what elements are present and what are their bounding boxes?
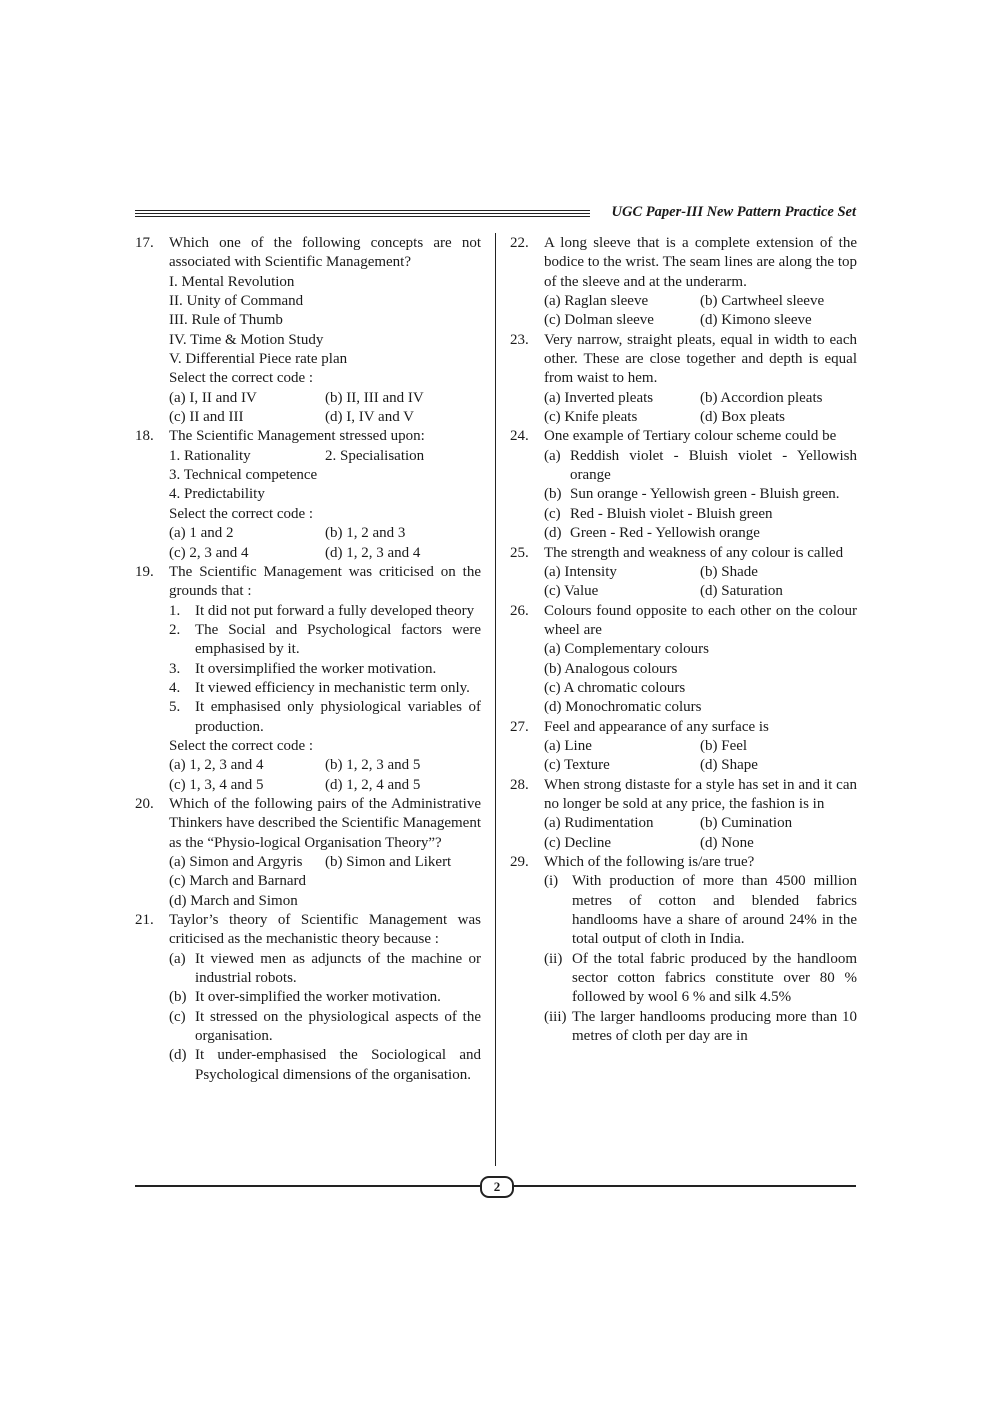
- point: [169, 950, 481, 989]
- option: (b) II, III and IV: [325, 389, 424, 406]
- option-row: [544, 834, 857, 853]
- option: (a) Simon and Argyris: [169, 854, 303, 870]
- page-number: 2: [480, 1176, 514, 1198]
- point-label: 3.: [169, 660, 181, 677]
- item: IV. Time & Motion Study: [169, 331, 324, 348]
- point-label: (d): [544, 525, 562, 542]
- point-label: (c): [169, 1008, 186, 1025]
- question-21: [135, 911, 481, 1085]
- option: (b) 1, 2 and 3: [325, 525, 406, 542]
- option: (a) Intensity: [544, 563, 617, 580]
- option-row: [169, 408, 481, 427]
- question-number: 21.: [135, 912, 154, 929]
- footer-rule-left: [135, 1185, 480, 1187]
- point: [544, 505, 857, 524]
- option-row: [544, 292, 857, 311]
- point-text: It oversimplified the worker motivation.: [195, 660, 437, 677]
- statement: [544, 1008, 857, 1047]
- point-text: The Social and Psychological factors were emphasised by it.: [195, 621, 481, 658]
- option-row: [169, 544, 481, 563]
- option: (b) 1, 2, 3 and 5: [325, 757, 421, 774]
- option: (b) Cumination: [700, 815, 793, 832]
- option: (a) Rudimentation: [544, 815, 654, 832]
- question-number: 24.: [510, 428, 529, 445]
- point-label: (d): [169, 1047, 187, 1064]
- option: (d) 1, 2, 4 and 5: [325, 776, 421, 793]
- point-text: Sun orange - Yellowish green - Bluish green.: [570, 486, 840, 503]
- option-row: [544, 389, 857, 408]
- option-row: [169, 524, 481, 543]
- question-body: [169, 795, 481, 911]
- question-body: [544, 234, 857, 331]
- option: (d) None: [700, 834, 754, 851]
- option: (b) Simon and Likert: [325, 854, 452, 870]
- option-row: [169, 756, 481, 775]
- question-20: [135, 795, 481, 911]
- point: [544, 447, 857, 486]
- point: [169, 1046, 481, 1085]
- option: (c) Knife pleats: [544, 409, 638, 426]
- point: [544, 485, 857, 504]
- header-rules: [135, 210, 590, 218]
- point-label: 1.: [169, 602, 181, 619]
- question-body: [544, 331, 857, 428]
- question-number: 27.: [510, 718, 529, 735]
- point: [169, 1008, 481, 1047]
- question-body: [544, 427, 857, 543]
- question-19: [135, 563, 481, 795]
- statement-text: Of the total fabric produced by the handloom sector cotton fabrics constitute over 80 % followed by wool 6 % and silk 4.5%: [572, 950, 857, 1006]
- option: (d) Box pleats: [700, 409, 785, 426]
- option: (a) 1 and 2: [169, 525, 234, 542]
- point: [169, 602, 481, 621]
- option: (a) 1, 2, 3 and 4: [169, 757, 264, 774]
- option: (c) 1, 3, 4 and 5: [169, 776, 264, 793]
- point-text: Red - Bluish violet - Bluish green: [570, 505, 773, 522]
- statement-label: (iii): [544, 1008, 567, 1025]
- question-text: The strength and weakness of any colour is called: [544, 544, 844, 561]
- option: (b) Cartwheel sleeve: [700, 293, 825, 310]
- point-label: (a): [544, 447, 561, 464]
- option: (c) Dolman sleeve: [544, 312, 654, 329]
- option: (a) I, II and IV: [169, 389, 257, 406]
- code-prompt: Select the correct code :: [169, 737, 314, 754]
- question-24: [510, 427, 857, 543]
- point-text: It under-emphasised the Sociological and Psychological dimensions of the organisation.: [195, 1047, 481, 1083]
- option-row: [169, 389, 481, 408]
- question-number: 26.: [510, 602, 529, 619]
- option: (b) Accordion pleats: [700, 389, 823, 406]
- item: II. Unity of Command: [169, 293, 304, 310]
- point-text: It did not put forward a fully developed theory: [195, 602, 475, 619]
- question-28: [510, 776, 857, 853]
- question-18: [135, 427, 481, 562]
- question-25: [510, 544, 857, 602]
- statement: [544, 872, 857, 949]
- option: (d) I, IV and V: [325, 409, 415, 426]
- point-text: Green - Red - Yellowish orange: [570, 525, 760, 542]
- question-text: The Scientific Management was criticised on the grounds that :: [169, 563, 481, 600]
- question-body: [169, 427, 481, 562]
- question-26: [510, 602, 857, 718]
- option: (b) Analogous colours: [544, 660, 678, 677]
- statement-text: With production of more than 4500 million metres of cotton and blended fabrics handlooms have a share of around 24% in the total output of cloth in India.: [572, 873, 857, 948]
- question-number: 29.: [510, 854, 529, 870]
- question-body: [544, 776, 857, 853]
- question-body: [544, 602, 857, 718]
- point-label: (c): [544, 505, 561, 522]
- question-text: Which one of the following concepts are not associated with Scientific Management?: [169, 235, 481, 271]
- question-text: Which of the following is/are true?: [544, 854, 755, 870]
- option: (c) 2, 3 and 4: [169, 544, 249, 561]
- option: (a) Raglan sleeve: [544, 293, 649, 310]
- item: 3. Technical competence: [169, 467, 318, 484]
- code-prompt: Select the correct code :: [169, 370, 314, 387]
- question-text: A long sleeve that is a complete extension of the bodice to the wrist. The seam lines are along the top of the sleeve and at the underarm.: [544, 235, 857, 290]
- option: (c) Value: [544, 583, 599, 600]
- item: V. Differential Piece rate plan: [169, 351, 348, 368]
- option-row: [544, 311, 857, 330]
- point-text: It over-simplified the worker motivation.: [195, 989, 441, 1006]
- point-label: (b): [544, 486, 562, 503]
- item: 4. Predictability: [169, 486, 265, 503]
- option: (b) Shade: [700, 563, 758, 580]
- statement: [544, 950, 857, 1008]
- item: III. Rule of Thumb: [169, 312, 283, 329]
- point-text: It viewed efficiency in mechanistic term only.: [195, 679, 470, 696]
- question-text: Very narrow, straight pleats, equal in width to each other. These are close together and depth is equal from waist to hem.: [544, 331, 857, 387]
- question-text: Which of the following pairs of the Administrative Thinkers have described the Scientific Management as the “Physio-logical Organisation Theory”?: [169, 795, 481, 851]
- question-text: The Scientific Management stressed upon:: [169, 428, 425, 445]
- option: (c) II and III: [169, 409, 244, 426]
- option-row: [544, 408, 857, 427]
- question-number: 22.: [510, 235, 529, 251]
- question-29: [510, 853, 857, 1046]
- statement-label: (i): [544, 873, 559, 890]
- point: [169, 660, 481, 679]
- statement-label: (ii): [544, 950, 563, 967]
- option: (a) Complementary colours: [544, 641, 709, 658]
- question-23: [510, 331, 857, 428]
- question-number: 17.: [135, 235, 154, 251]
- point-text: It emphasised only physiological variables of production.: [195, 699, 481, 735]
- point-label: (b): [169, 989, 187, 1006]
- question-body: [544, 853, 857, 1046]
- option: (d) Monochromatic colurs: [544, 699, 702, 716]
- item: I. Mental Revolution: [169, 273, 295, 290]
- question-number: 18.: [135, 428, 154, 445]
- point: [544, 524, 857, 543]
- question-number: 19.: [135, 563, 154, 580]
- right-column: [510, 234, 857, 1046]
- question-text: Colours found opposite to each other on the colour wheel are: [544, 602, 857, 638]
- point-text: It stressed on the physiological aspects of the organisation.: [195, 1008, 481, 1045]
- option: (d) Saturation: [700, 583, 783, 600]
- question-text: Taylor’s theory of Scientific Management was criticised as the mechanistic theory because :: [169, 912, 481, 948]
- point-text: It viewed men as adjuncts of the machine or industrial robots.: [195, 950, 481, 987]
- question-body: [544, 544, 857, 602]
- option: (d) Shape: [700, 757, 758, 774]
- question-number: 23.: [510, 331, 529, 348]
- statement-text: The larger handlooms producing more than 10 metres of cloth per day are in: [572, 1008, 857, 1045]
- question-body: [169, 563, 481, 795]
- option-row: [544, 814, 857, 833]
- option-row: [169, 853, 481, 872]
- option: (c) A chromatic colours: [544, 679, 686, 696]
- option-row: [544, 582, 857, 601]
- point-label: 4.: [169, 679, 181, 696]
- question-body: [169, 911, 481, 1085]
- point: [169, 621, 481, 660]
- option: (c) March and Barnard: [169, 873, 307, 890]
- point: [169, 988, 481, 1007]
- question-text: Feel and appearance of any surface is: [544, 718, 769, 735]
- question-17: [135, 234, 481, 427]
- option: (c) Texture: [544, 757, 610, 774]
- option: (a) Inverted pleats: [544, 389, 654, 406]
- code-prompt: Select the correct code :: [169, 505, 314, 522]
- question-text: When strong distaste for a style has set in and it can no longer be sold at any price, the fashion is in: [544, 776, 857, 812]
- point: [169, 679, 481, 698]
- option-row: [544, 737, 857, 756]
- option: (b) Feel: [700, 737, 748, 754]
- option: (d) Kimono sleeve: [700, 312, 812, 329]
- question-text: One example of Tertiary colour scheme could be: [544, 428, 837, 445]
- option: (d) March and Simon: [169, 892, 298, 909]
- footer-rule-right: [512, 1185, 856, 1187]
- header-title: UGC Paper-III New Pattern Practice Set: [611, 204, 856, 220]
- question-number: 25.: [510, 544, 529, 561]
- point-label: 2.: [169, 621, 181, 638]
- point: [169, 698, 481, 737]
- option: (d) 1, 2, 3 and 4: [325, 544, 421, 561]
- column-divider: [495, 233, 496, 1166]
- question-body: [169, 234, 481, 427]
- question-number: 20.: [135, 795, 154, 812]
- item-row: [169, 447, 481, 466]
- item: 1. Rationality: [169, 447, 251, 464]
- item: 2. Specialisation: [325, 447, 425, 464]
- option: (a) Line: [544, 737, 592, 754]
- question-27: [510, 718, 857, 776]
- question-body: [544, 718, 857, 776]
- question-22: [510, 234, 857, 331]
- option-row: [169, 776, 481, 795]
- question-number: 28.: [510, 776, 529, 793]
- point-text: Reddish violet - Bluish violet - Yellowish orange: [570, 447, 857, 484]
- left-column: [135, 234, 481, 1085]
- option-row: [544, 563, 857, 582]
- option: (c) Decline: [544, 834, 612, 851]
- point-label: 5.: [169, 699, 181, 716]
- option-row: [544, 756, 857, 775]
- point-label: (a): [169, 950, 186, 967]
